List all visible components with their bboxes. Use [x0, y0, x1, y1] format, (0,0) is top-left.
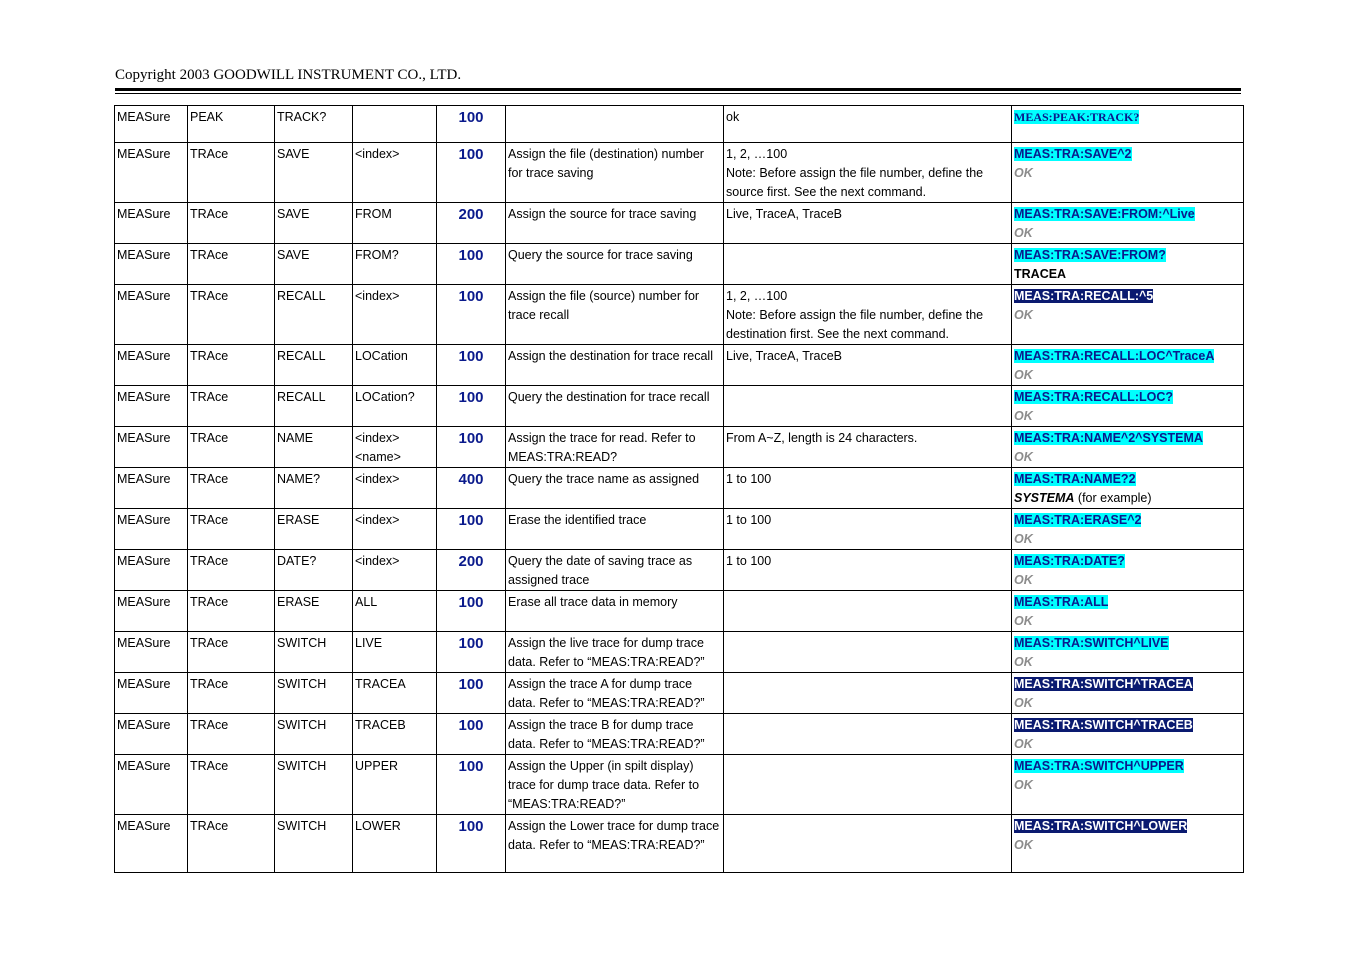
code-cell: 100 [437, 815, 506, 873]
code-cell: 400 [437, 468, 506, 509]
table-row [115, 143, 1244, 203]
description-cell: Assign the file (destination) number for trace saving [506, 143, 724, 203]
range-cell: 1, 2, …100 Note: Before assign the file number, define the destination first. See the next command. [724, 285, 1012, 345]
description-cell: Query the date of saving trace as assigned trace [506, 550, 724, 591]
description-cell [506, 106, 724, 143]
category-cell: MEASure [115, 143, 188, 203]
parameter-cell: UPPER [353, 755, 437, 815]
range-cell [724, 591, 1012, 632]
table-row [115, 244, 1244, 285]
example-cell [1012, 386, 1244, 427]
table-row [115, 632, 1244, 673]
description-cell: Query the trace name as assigned [506, 468, 724, 509]
example-cell [1012, 509, 1244, 550]
example-command: MEAS:TRA:SAVE:FROM? [1014, 248, 1166, 262]
category-cell: MEASure [115, 203, 188, 244]
example-cell [1012, 203, 1244, 244]
description-cell: Assign the file (source) number for trace recall [506, 285, 724, 345]
example-command: MEAS:TRA:SAVE^2 [1014, 147, 1132, 161]
example-command: MEAS:TRA:ALL [1014, 595, 1109, 609]
keyword-cell: RECALL [275, 386, 353, 427]
category-cell: MEASure [115, 815, 188, 873]
example-command: MEAS:TRA:SWITCH^LOWER [1014, 819, 1188, 833]
example-response: OK [1014, 696, 1033, 710]
range-cell: 1, 2, …100 Note: Before assign the file number, define the source first. See the next command. [724, 143, 1012, 203]
table-row [115, 345, 1244, 386]
range-cell [724, 386, 1012, 427]
parameter-cell: LOWER [353, 815, 437, 873]
description-cell: Assign the live trace for dump trace data. Refer to “MEAS:TRA:READ?” [506, 632, 724, 673]
parameter-cell: <index> [353, 468, 437, 509]
category-cell: MEASure [115, 673, 188, 714]
keyword-cell: DATE? [275, 550, 353, 591]
category-cell: MEASure [115, 345, 188, 386]
parameter-cell: <index><name> [353, 427, 437, 468]
keyword-cell: ERASE [275, 591, 353, 632]
example-response: OK [1014, 532, 1033, 546]
keyword-cell: SWITCH [275, 673, 353, 714]
description-cell: Query the destination for trace recall [506, 386, 724, 427]
example-command: MEAS:TRA:RECALL:LOC? [1014, 390, 1174, 404]
example-command: MEAS:TRA:SWITCH^LIVE [1014, 636, 1169, 650]
parameter-cell: LOCation [353, 345, 437, 386]
example-response: OK [1014, 368, 1033, 382]
example-response: OK [1014, 166, 1033, 180]
code-cell: 100 [437, 386, 506, 427]
category-cell: MEASure [115, 468, 188, 509]
table-row [115, 203, 1244, 244]
example-cell [1012, 632, 1244, 673]
example-cell [1012, 143, 1244, 203]
category-cell: MEASure [115, 591, 188, 632]
description-cell: Query the source for trace saving [506, 244, 724, 285]
range-cell: ok [724, 106, 1012, 143]
range-cell [724, 714, 1012, 755]
command-table [114, 105, 1244, 873]
parameter-cell: LIVE [353, 632, 437, 673]
code-cell: 100 [437, 143, 506, 203]
description-cell: Assign the Upper (in spilt display) trace for dump trace data. Refer to “MEAS:TRA:READ?” [506, 755, 724, 815]
example-cell [1012, 714, 1244, 755]
subsystem-cell: TRAce [188, 468, 275, 509]
example-response: SYSTEMA [1014, 491, 1075, 505]
example-command: MEAS:TRA:SWITCH^TRACEA [1014, 677, 1193, 691]
example-command: MEAS:TRA:NAME^2^SYSTEMA [1014, 431, 1203, 445]
subsystem-cell: TRAce [188, 673, 275, 714]
example-command: MEAS:TRA:RECALL:^5 [1014, 289, 1154, 303]
code-cell: 200 [437, 550, 506, 591]
code-cell: 200 [437, 203, 506, 244]
range-cell: 1 to 100 [724, 509, 1012, 550]
code-cell: 100 [437, 591, 506, 632]
range-cell [724, 755, 1012, 815]
subsystem-cell: TRAce [188, 714, 275, 755]
code-cell: 100 [437, 714, 506, 755]
keyword-cell: SAVE [275, 244, 353, 285]
subsystem-cell: TRAce [188, 244, 275, 285]
parameter-cell [353, 106, 437, 143]
code-cell: 100 [437, 632, 506, 673]
parameter-cell: <index> [353, 143, 437, 203]
subsystem-cell: TRAce [188, 755, 275, 815]
table-row [115, 106, 1244, 143]
example-cell [1012, 345, 1244, 386]
table-row [115, 386, 1244, 427]
example-cell [1012, 468, 1244, 509]
category-cell: MEASure [115, 386, 188, 427]
keyword-cell: SAVE [275, 143, 353, 203]
table-row [115, 591, 1244, 632]
range-cell: Live, TraceA, TraceB [724, 203, 1012, 244]
example-response: OK [1014, 614, 1033, 628]
code-cell: 100 [437, 427, 506, 468]
example-cell [1012, 673, 1244, 714]
parameter-cell: FROM [353, 203, 437, 244]
range-cell: Live, TraceA, TraceB [724, 345, 1012, 386]
table-row [115, 673, 1244, 714]
header-rule-thin [115, 93, 1241, 94]
table-row [115, 815, 1244, 873]
keyword-cell: RECALL [275, 285, 353, 345]
example-command: MEAS:TRA:NAME?2 [1014, 472, 1136, 486]
example-response: OK [1014, 737, 1033, 751]
subsystem-cell: TRAce [188, 550, 275, 591]
parameter-cell: <index> [353, 509, 437, 550]
table-row [115, 550, 1244, 591]
code-cell: 100 [437, 673, 506, 714]
range-cell: From A~Z, length is 24 characters. [724, 427, 1012, 468]
range-cell [724, 815, 1012, 873]
subsystem-cell: TRAce [188, 427, 275, 468]
range-cell: 1 to 100 [724, 550, 1012, 591]
example-response: OK [1014, 573, 1033, 587]
example-response: OK [1014, 778, 1033, 792]
code-cell: 100 [437, 285, 506, 345]
table-row [115, 468, 1244, 509]
category-cell: MEASure [115, 714, 188, 755]
table-row [115, 509, 1244, 550]
category-cell: MEASure [115, 509, 188, 550]
description-cell: Assign the trace B for dump trace data. Refer to “MEAS:TRA:READ?” [506, 714, 724, 755]
table-row [115, 755, 1244, 815]
code-cell: 100 [437, 244, 506, 285]
subsystem-cell: TRAce [188, 143, 275, 203]
example-command: MEAS:TRA:SAVE:FROM:^Live [1014, 207, 1195, 221]
table-row [115, 285, 1244, 345]
parameter-cell: TRACEB [353, 714, 437, 755]
subsystem-cell: TRAce [188, 203, 275, 244]
keyword-cell: SWITCH [275, 714, 353, 755]
example-response: OK [1014, 226, 1033, 240]
subsystem-cell: TRAce [188, 591, 275, 632]
range-cell [724, 673, 1012, 714]
example-response: OK [1014, 838, 1033, 852]
category-cell: MEASure [115, 285, 188, 345]
example-cell [1012, 106, 1244, 143]
example-cell [1012, 244, 1244, 285]
description-cell: Assign the source for trace saving [506, 203, 724, 244]
parameter-cell: <index> [353, 285, 437, 345]
parameter-cell: <index> [353, 550, 437, 591]
example-response: OK [1014, 409, 1033, 423]
example-command: MEAS:TRA:ERASE^2 [1014, 513, 1142, 527]
example-cell [1012, 427, 1244, 468]
example-cell [1012, 591, 1244, 632]
range-cell [724, 244, 1012, 285]
parameter-cell: LOCation? [353, 386, 437, 427]
code-cell: 100 [437, 755, 506, 815]
example-cell [1012, 755, 1244, 815]
category-cell: MEASure [115, 106, 188, 143]
description-cell: Assign the Lower trace for dump trace data. Refer to “MEAS:TRA:READ?” [506, 815, 724, 873]
subsystem-cell: TRAce [188, 815, 275, 873]
category-cell: MEASure [115, 244, 188, 285]
subsystem-cell: TRAce [188, 632, 275, 673]
subsystem-cell: PEAK [188, 106, 275, 143]
keyword-cell: NAME? [275, 468, 353, 509]
description-cell: Assign the trace A for dump trace data. Refer to “MEAS:TRA:READ?” [506, 673, 724, 714]
code-cell: 100 [437, 106, 506, 143]
keyword-cell: ERASE [275, 509, 353, 550]
example-command: MEAS:TRA:DATE? [1014, 554, 1125, 568]
subsystem-cell: TRAce [188, 509, 275, 550]
example-command: MEAS:PEAK:TRACK? [1014, 110, 1140, 124]
table-row [115, 714, 1244, 755]
example-response: TRACEA [1014, 267, 1067, 281]
range-cell [724, 632, 1012, 673]
range-cell: 1 to 100 [724, 468, 1012, 509]
example-command: MEAS:TRA:RECALL:LOC^TraceA [1014, 349, 1215, 363]
example-response: OK [1014, 655, 1033, 669]
subsystem-cell: TRAce [188, 285, 275, 345]
header-rule-thick [115, 88, 1241, 91]
subsystem-cell: TRAce [188, 345, 275, 386]
table-row [115, 427, 1244, 468]
description-cell: Assign the trace for read. Refer to MEAS:TRA:READ? [506, 427, 724, 468]
example-cell [1012, 815, 1244, 873]
example-cell [1012, 285, 1244, 345]
example-cell [1012, 550, 1244, 591]
copyright-header: Copyright 2003 GOODWILL INSTRUMENT CO., LTD. [115, 67, 462, 83]
category-cell: MEASure [115, 632, 188, 673]
example-command: MEAS:TRA:SWITCH^TRACEB [1014, 718, 1193, 732]
keyword-cell: SWITCH [275, 632, 353, 673]
description-cell: Erase the identified trace [506, 509, 724, 550]
example-response-note: (for example) [1074, 491, 1152, 505]
description-cell: Assign the destination for trace recall [506, 345, 724, 386]
code-cell: 100 [437, 345, 506, 386]
description-cell: Erase all trace data in memory [506, 591, 724, 632]
keyword-cell: RECALL [275, 345, 353, 386]
parameter-cell: TRACEA [353, 673, 437, 714]
keyword-cell: SWITCH [275, 755, 353, 815]
example-response: OK [1014, 450, 1033, 464]
example-response: OK [1014, 308, 1033, 322]
keyword-cell: SWITCH [275, 815, 353, 873]
parameter-cell: ALL [353, 591, 437, 632]
keyword-cell: TRACK? [275, 106, 353, 143]
example-command: MEAS:TRA:SWITCH^UPPER [1014, 759, 1184, 773]
category-cell: MEASure [115, 550, 188, 591]
category-cell: MEASure [115, 427, 188, 468]
keyword-cell: SAVE [275, 203, 353, 244]
keyword-cell: NAME [275, 427, 353, 468]
category-cell: MEASure [115, 755, 188, 815]
parameter-cell: FROM? [353, 244, 437, 285]
subsystem-cell: TRAce [188, 386, 275, 427]
code-cell: 100 [437, 509, 506, 550]
